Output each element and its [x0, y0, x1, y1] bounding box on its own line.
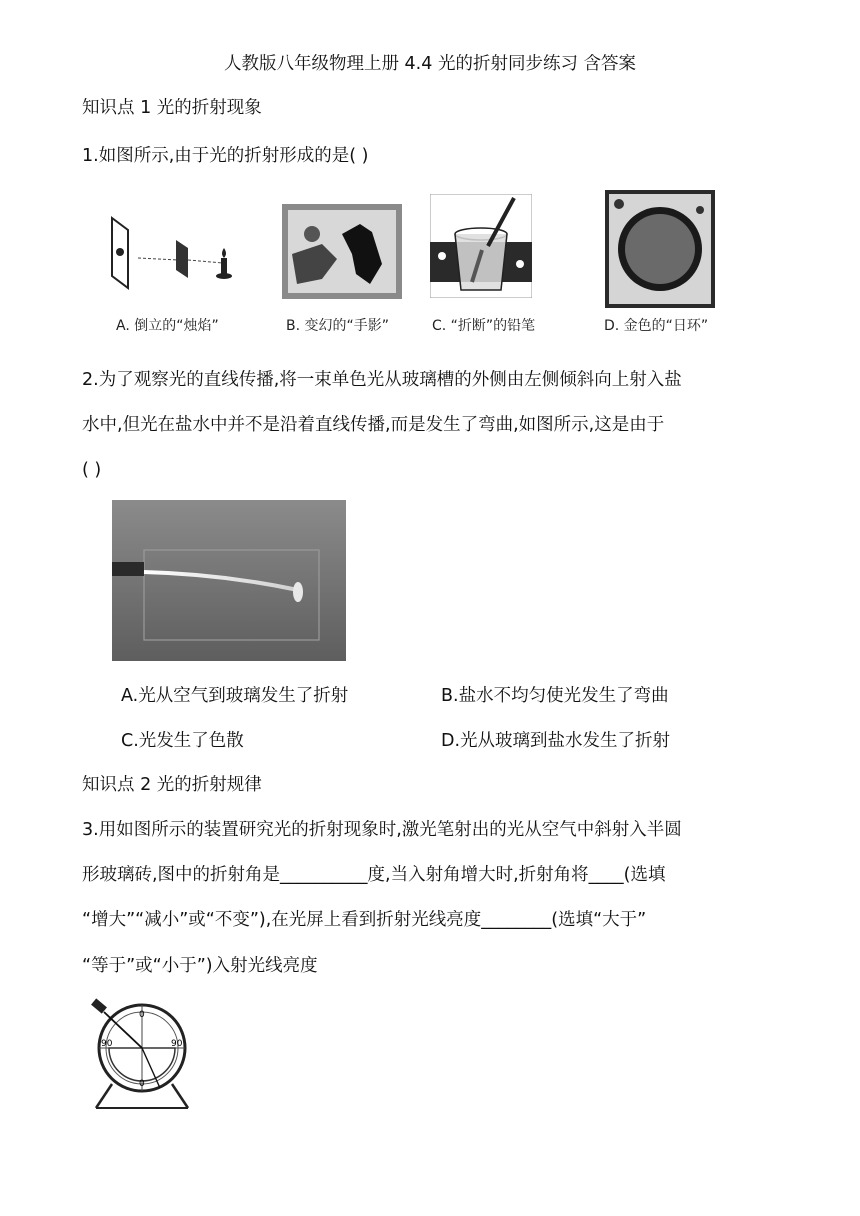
figure-a-pinhole-camera	[108, 208, 243, 298]
figure-refraction-disc	[82, 998, 198, 1112]
question-3-line-2: 形玻璃砖,图中的折射角是__________度,当入射角增大时,折射角将____(选填	[82, 865, 666, 885]
section-heading-2: 知识点 2 光的折射规律	[82, 775, 262, 795]
question-3-line-3: “增大”“减小”或“不变”),在光屏上看到折射光线亮度________(选填“大于”	[82, 910, 647, 930]
disc-label-bottom: 0	[139, 1079, 145, 1089]
figure-c-caption: C. “折断”的铅笔	[432, 318, 536, 334]
question-3-line-4: “等于”或“小于”)入射光线亮度	[82, 956, 318, 976]
question-1: 1.如图所示,由于光的折射形成的是( )	[82, 146, 369, 166]
question-2-line-3: ( )	[82, 460, 102, 480]
question-3-line-1: 3.用如图所示的装置研究光的折射现象时,激光笔射出的光从空气中斜射入半圆	[82, 820, 682, 840]
disc-label-left: 90	[101, 1039, 113, 1049]
figure-light-in-salt-water	[112, 500, 346, 661]
figure-d-caption: D. 金色的“日环”	[604, 318, 709, 334]
option-2a: A.光从空气到玻璃发生了折射	[121, 686, 349, 706]
question-2-line-1: 2.为了观察光的直线传播,将一束单色光从玻璃槽的外侧由左侧倾斜向上射入盐	[82, 370, 682, 390]
figure-a-caption: A. 倒立的“烛焰”	[116, 318, 219, 334]
page-title: 人教版八年级物理上册 4.4 光的折射同步练习 含答案	[223, 54, 637, 74]
section-heading-1: 知识点 1 光的折射现象	[82, 98, 262, 118]
option-2c: C.光发生了色散	[121, 731, 244, 751]
figure-b-hand-shadow	[282, 204, 402, 299]
disc-label-right: 90	[171, 1039, 183, 1049]
option-2d: D.光从玻璃到盐水发生了折射	[441, 731, 671, 751]
option-2b: B.盐水不均匀使光发生了弯曲	[441, 686, 669, 706]
figure-b-caption: B. 变幻的“手影”	[286, 318, 390, 334]
figure-d-annular-eclipse	[605, 190, 715, 308]
figure-c-bent-pencil	[430, 194, 532, 298]
question-2-line-2: 水中,但光在盐水中并不是沿着直线传播,而是发生了弯曲,如图所示,这是由于	[82, 415, 665, 435]
disc-label-top: 0	[139, 1010, 145, 1020]
